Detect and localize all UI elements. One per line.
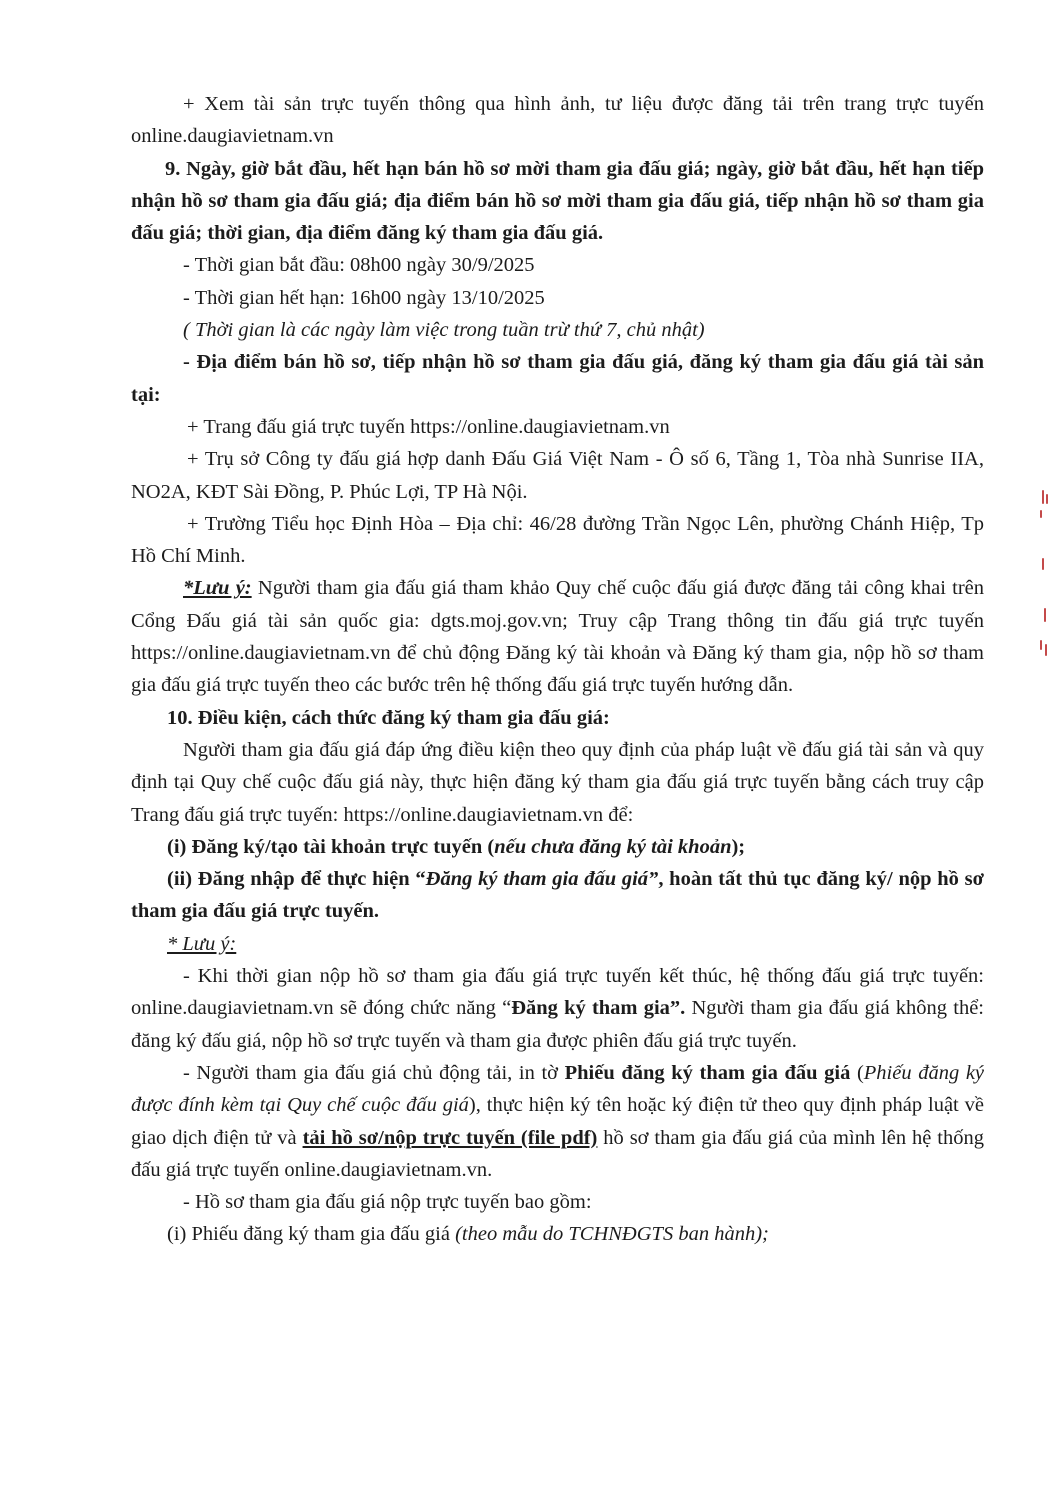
- location-school: + Trường Tiểu học Định Hòa – Địa chỉ: 46/28 đường Trần Ngọc Lên, phường Chánh Hiệp, Tp Hồ Chí Minh.: [131, 512, 984, 568]
- note-download-form: [131, 1057, 984, 1186]
- download-end: hồ sơ tham gia đấu giá của mình lên hệ thống đấu giá trực tuyến online.daugiavietnam.vn.: [131, 1126, 984, 1181]
- download-form-name: Phiếu đăng ký tham gia đấu giá: [564, 1061, 851, 1084]
- dossier-item-1-text: (i) Phiếu đăng ký tham gia đấu giá: [167, 1223, 456, 1246]
- closing-end: Người tham gia đấu giá không thể: đăng ký đấu giá, nộp hồ sơ trực tuyến và tham gia được phiên đấu giá trực tuyến.: [131, 997, 984, 1052]
- step-1-text: (i) Đăng ký/tạo tài khoản trực tuyến (: [167, 835, 495, 858]
- closing-bold: Đăng ký tham gia”.: [511, 997, 686, 1020]
- note-text: Người tham gia đấu giá tham khảo Quy chế cuộc đấu giá được đăng tải công khai trên Cổng Đấu giá tài sản quốc gia: dgts.moj.gov.vn; Truy cập Trang thông tin đấu giá trực tuyến https://online.daugiavietnam.vn để chủ động Đăng ký tài khoản và Đăng ký tham gia, nộp hồ sơ tham gia đấu giá trực tuyến theo các bước trên hệ thống đấu giá trực tuyến hướng dẫn.: [131, 577, 985, 697]
- closing-text: - Khi thời gian nộp hồ sơ tham gia đấu giá trực tuyến kết thúc, hệ thống đấu giá trực tuyến: online.daugiavietnam.vn sẽ đóng chức năng “: [131, 965, 984, 1020]
- download-upload-pdf: tải hồ sơ/nộp trực tuyến (file pdf): [302, 1126, 598, 1149]
- conditions-paragraph: Người tham gia đấu giá đáp ứng điều kiện theo quy định của pháp luật về đấu giá tài sản và quy định tại Quy chế cuộc đấu giá này, thực hiện đăng ký tham gia đấu giá trực tuyến bằng cách truy cập Trang đấu giá trực tuyến: https://online.daugiavietnam.vn để:: [131, 738, 984, 826]
- paragraph-view-online: + Xem tài sản trực tuyến thông qua hình ảnh, tư liệu được đăng tải trên trang trực tuyến online.daugiavietnam.vn: [131, 93, 984, 148]
- dossier-item-1-italic: (theo mẫu do TCHNĐGTS ban hành);: [455, 1223, 769, 1246]
- start-time: - Thời gian bắt đầu: 08h00 ngày 30/9/2025: [183, 254, 535, 277]
- section-9-heading: 9. Ngày, giờ bắt đầu, hết hạn bán hồ sơ mời tham gia đấu giá; ngày, giờ bắt đầu, hết hạn tiếp nhận hồ sơ tham gia đấu giá; địa điểm bán hồ sơ mời tham gia đấu giá, tiếp nhận hồ sơ tham gia đấu giá; thời gian, địa điểm đăng ký tham gia đấu giá.: [131, 157, 984, 245]
- note-paragraph: [131, 572, 984, 701]
- location-office: + Trụ sở Công ty đấu giá hợp danh Đấu Giá Việt Nam - Ô số 6, Tầng 1, Tòa nhà Sunrise IIA, NO2A, KĐT Sài Đồng, P. Phúc Lợi, TP Hà Nội.: [131, 448, 984, 503]
- end-time: - Thời gian hết hạn: 16h00 ngày 13/10/2025: [183, 286, 545, 309]
- note-label: *Lưu ý:: [183, 577, 252, 600]
- location-heading: - Địa điểm bán hồ sơ, tiếp nhận hồ sơ tham gia đấu giá, đăng ký tham gia đấu giá tài sản tại:: [131, 351, 984, 406]
- step-1-italic: nếu chưa đăng ký tài khoản: [494, 835, 732, 858]
- step-2-end: , hoàn tất thủ tục đăng ký/ nộp hồ sơ tham gia đấu giá trực tuyến.: [131, 868, 985, 923]
- section-10-heading: 10. Điều kiện, cách thức đăng ký tham gia đấu giá:: [167, 706, 610, 729]
- download-italic: Phiếu đăng ký được đính kèm tại Quy chế cuộc đấu giá: [131, 1061, 985, 1117]
- dossier-list-heading: - Hồ sơ tham gia đấu giá nộp trực tuyến bao gồm:: [183, 1191, 592, 1214]
- download-mid: ), thực hiện ký tên hoặc ký điện tử theo quy định pháp luật về giao dịch điện tử và: [131, 1094, 984, 1149]
- document-body: [131, 88, 984, 1251]
- step-register-account: [131, 831, 984, 863]
- step-login: [131, 863, 984, 928]
- location-online: + Trang đấu giá trực tuyến https://online.daugiavietnam.vn: [187, 415, 670, 438]
- page-edge-stamp-marks: [1036, 480, 1056, 700]
- note-closing: [131, 960, 984, 1057]
- step-2-italic: Đăng ký tham gia đấu giá”: [425, 868, 659, 891]
- note-label-2: * Lưu ý:: [167, 932, 237, 955]
- working-days-note: ( Thời gian là các ngày làm việc trong tuần trừ thứ 7, chủ nhật): [183, 319, 705, 342]
- dossier-item-1: [131, 1218, 984, 1250]
- step-2-text: (ii) Đăng nhập để thực hiện “: [167, 868, 426, 891]
- download-text: - Người tham gia đấu giá chủ động tải, in tờ: [183, 1061, 565, 1084]
- step-1-end: );: [731, 835, 746, 858]
- download-paren: (: [850, 1061, 864, 1084]
